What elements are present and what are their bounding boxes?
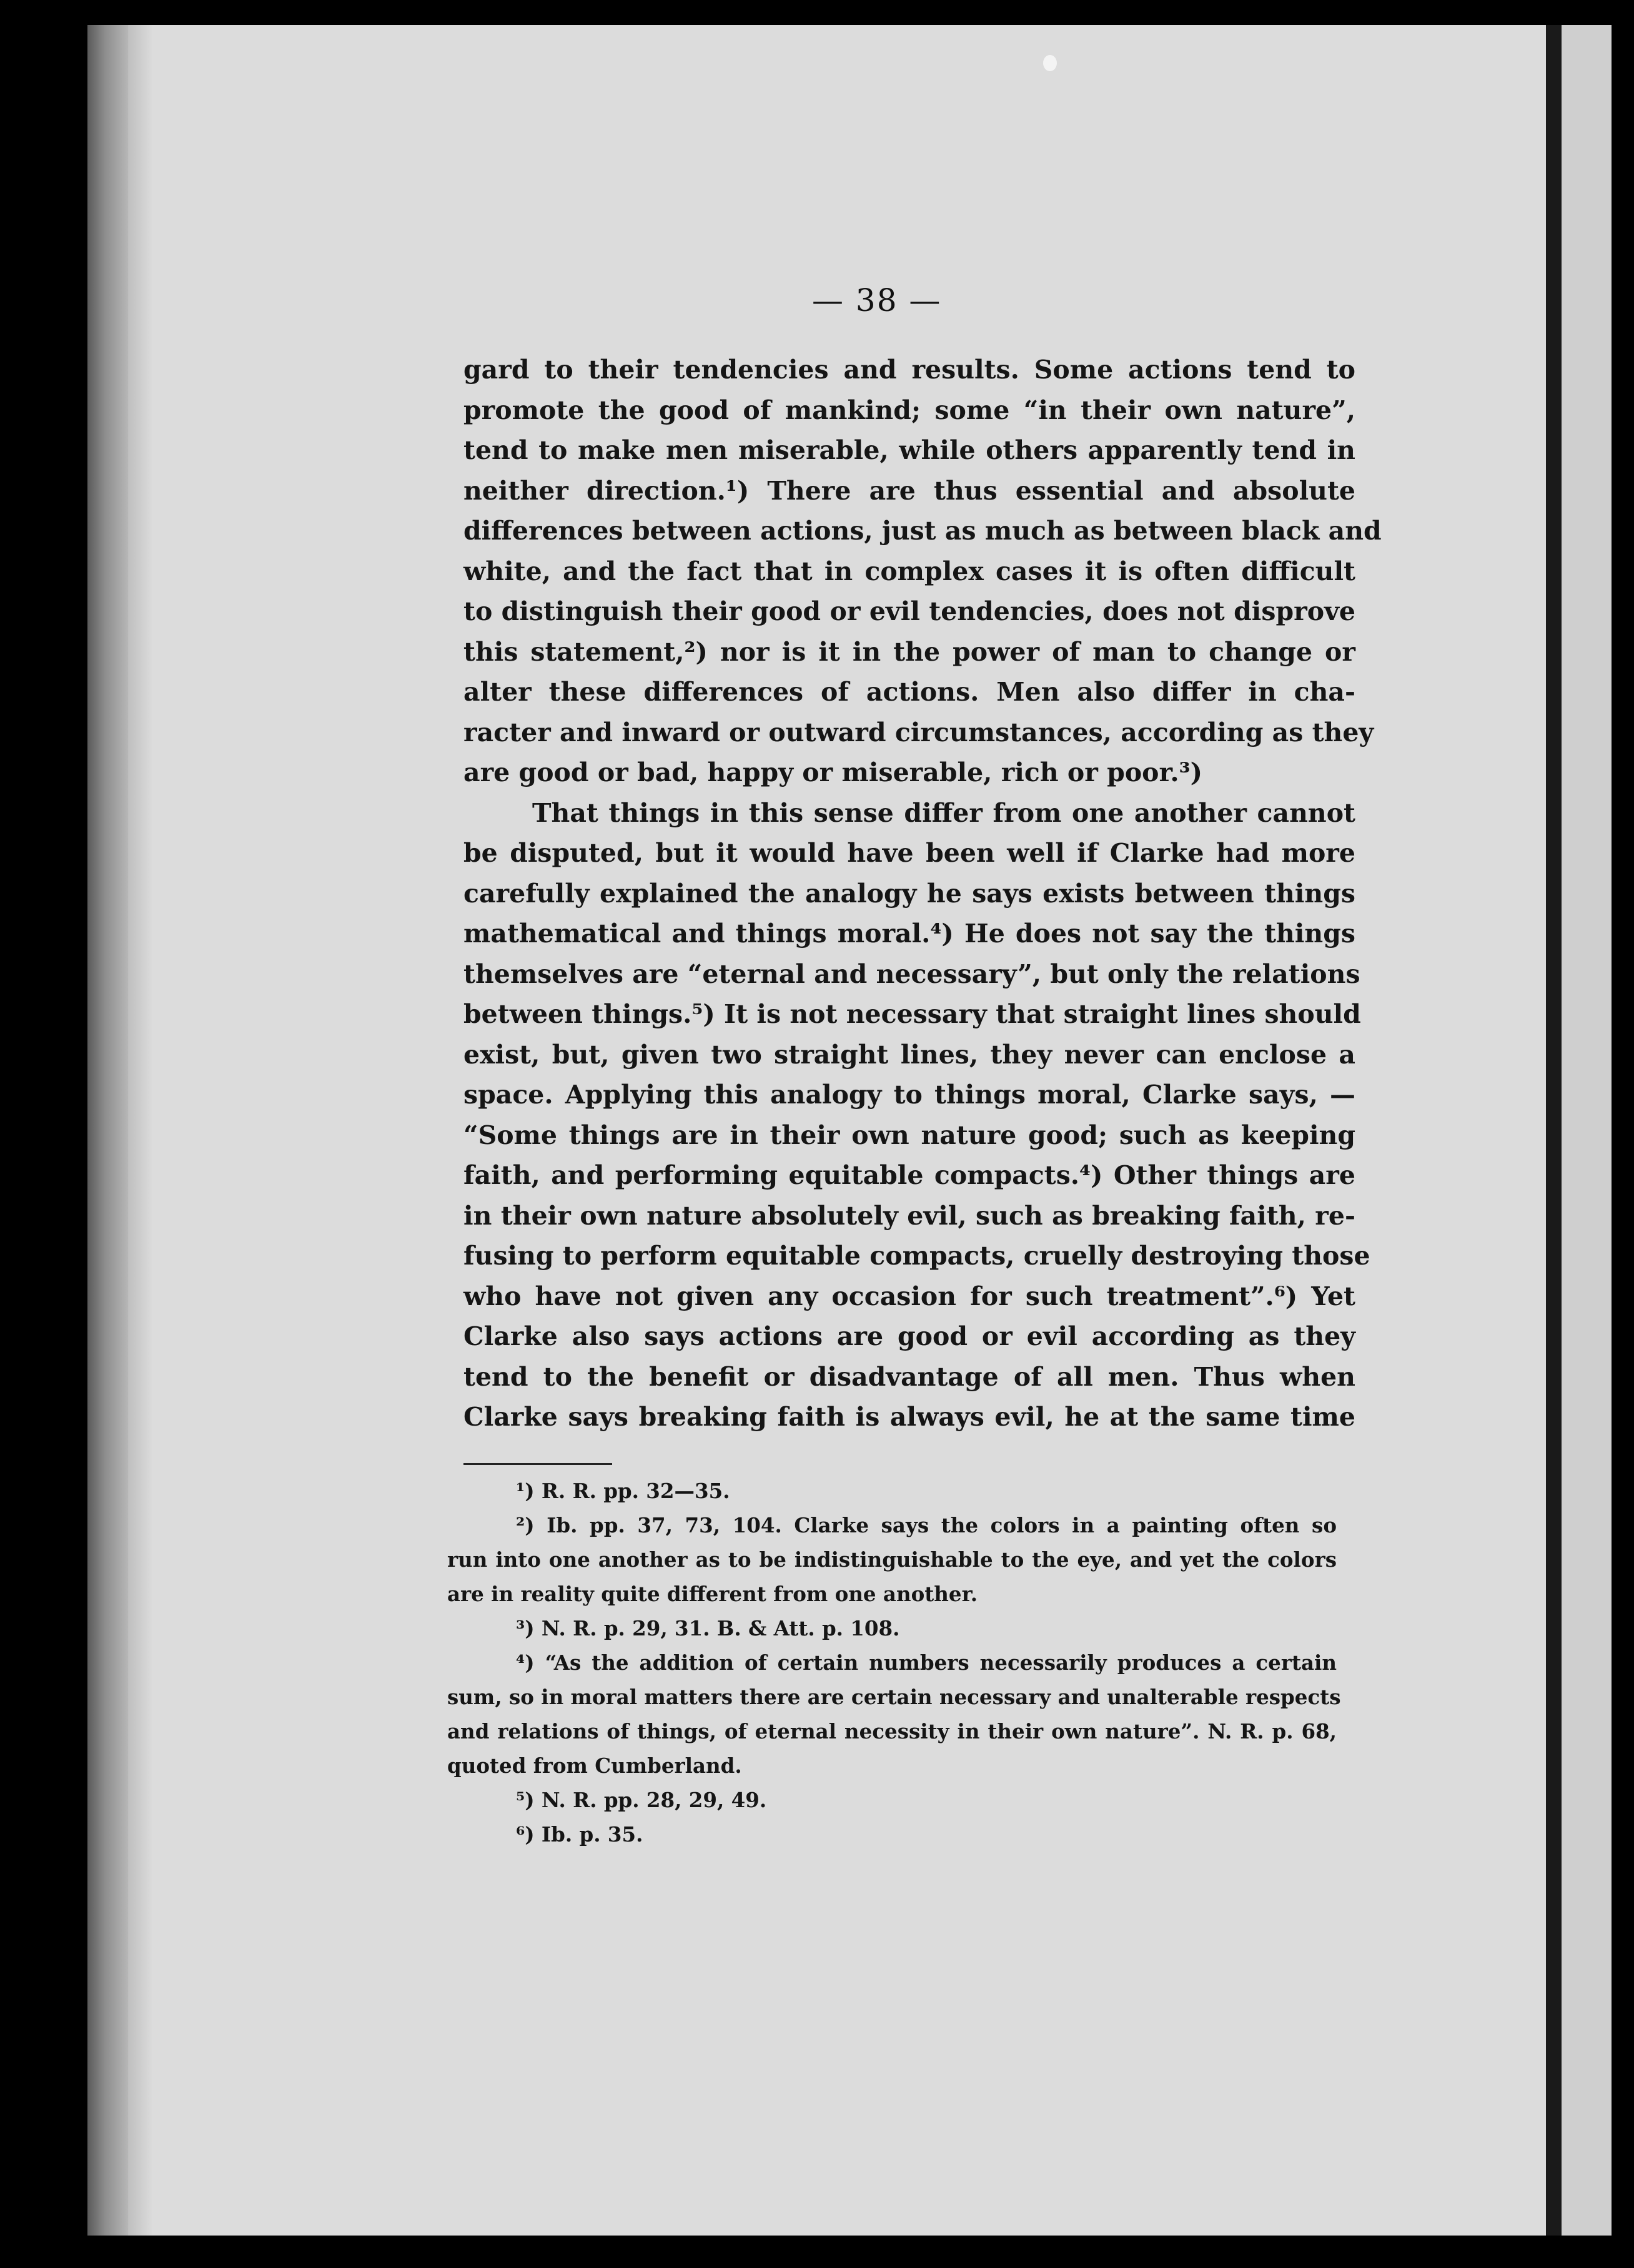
footnotes (447, 1474, 1341, 1851)
footnote-line: run into one another as to be indistinguishable to the eye, and yet the colors (447, 1547, 1337, 1572)
body-text (463, 350, 1382, 1437)
body-line: exist, but, given two straight lines, they never can enclose a (463, 1039, 1355, 1070)
footnote-line: ⁵) N. R. pp. 28, 29, 49. (516, 1788, 767, 1812)
body-line: That things in this sense differ from one another cannot (532, 797, 1355, 828)
body-line: alter these differences of actions. Men also differ in cha- (463, 677, 1355, 707)
footnote-line: ²) Ib. pp. 37, 73, 104. Clarke says the colors in a painting often so (516, 1513, 1337, 1537)
body-line: are good or bad, happy or miserable, rich or poor.³) (463, 757, 1202, 787)
body-line: to distinguish their good or evil tendencies, does not disprove (463, 596, 1355, 626)
body-line: differences between actions, just as much as between black and (463, 516, 1382, 546)
footnote-line: quoted from Cumberland. (447, 1753, 742, 1778)
footnote-line: ⁴) “As the addition of certain numbers necessarily produces a certain (516, 1650, 1337, 1675)
footnote-line: sum, so in moral matters there are certain necessary and unalterable respects (447, 1685, 1341, 1709)
body-line: tend to make men miserable, while others apparently tend in (463, 435, 1355, 465)
body-line: this statement,²) nor is it in the power of man to change or (463, 636, 1355, 667)
page-gutter-shadow (128, 25, 153, 2236)
footnote-separator (463, 1463, 612, 1465)
footnote-line: ¹) R. R. pp. 32—35. (516, 1479, 730, 1503)
footnote-line: and relations of things, of eternal necessity in their own nature”. N. R. p. 68, (447, 1719, 1337, 1743)
book-spine-edge (87, 25, 131, 2236)
body-line: promote the good of mankind; some “in their own nature”, (463, 395, 1355, 425)
page-number: — 38 — (812, 282, 942, 318)
body-line: racter and inward or outward circumstances, according as they (463, 717, 1374, 747)
body-line: tend to the benefit or disadvantage of all men. Thus when (463, 1361, 1355, 1392)
body-line: fusing to perform equitable compacts, cruelly destroying those (463, 1241, 1370, 1271)
body-line: carefully explained the analogy he says exists between things (463, 878, 1355, 909)
page-gutter (1546, 25, 1562, 2236)
body-line: white, and the fact that in complex cases it is often difficult (463, 556, 1355, 586)
body-line: Clarke says breaking faith is always evil, he at the same time (463, 1402, 1355, 1432)
facing-page-edge (1562, 25, 1612, 2236)
body-line: “Some things are in their own nature good; such as keeping (463, 1120, 1355, 1150)
body-line: mathematical and things moral.⁴) He does not say the things (463, 919, 1355, 949)
body-line: themselves are “eternal and necessary”, but only the relations (463, 959, 1360, 989)
body-line: Clarke also says actions are good or evil according as they (463, 1321, 1355, 1351)
body-line: faith, and performing equitable compacts.⁴) Other things are (463, 1160, 1355, 1190)
body-line: neither direction.¹) There are thus essential and absolute (463, 475, 1355, 506)
body-line: be disputed, but it would have been well if Clarke had more (463, 838, 1355, 868)
body-line: who have not given any occasion for such treatment”.⁶) Yet (463, 1281, 1355, 1311)
body-line: space. Applying this analogy to things moral, Clarke says, — (463, 1080, 1355, 1110)
footnote-line: are in reality quite different from one another. (447, 1582, 978, 1606)
body-line: gard to their tendencies and results. Some actions tend to (463, 355, 1355, 385)
footnote-line: ³) N. R. p. 29, 31. B. & Att. p. 108. (516, 1616, 900, 1640)
body-line: between things.⁵) It is not necessary that straight lines should (463, 999, 1361, 1029)
footnote-line: ⁶) Ib. p. 35. (516, 1822, 643, 1846)
binding-hole-mark (1043, 55, 1057, 71)
body-line: in their own nature absolutely evil, such as breaking faith, re- (463, 1200, 1355, 1231)
